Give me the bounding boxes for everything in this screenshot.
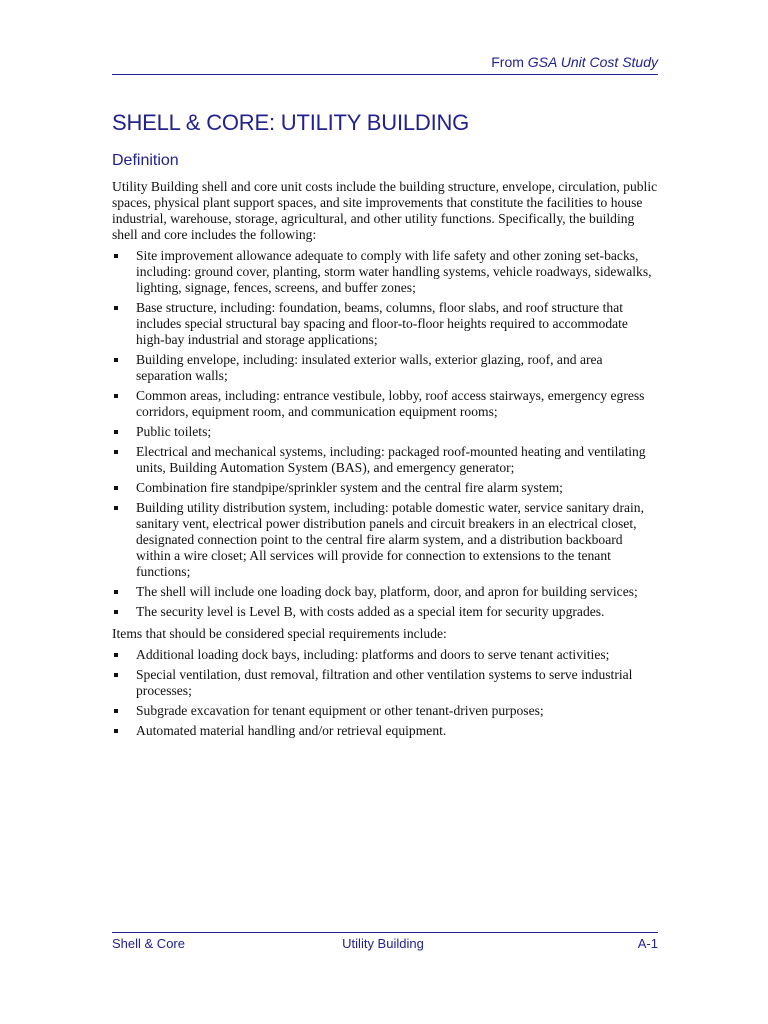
- bullet-icon: [114, 358, 118, 362]
- bullet-icon: [114, 486, 118, 490]
- section-heading: Definition: [112, 152, 179, 169]
- list-item-text: Subgrade excavation for tenant equipment or other tenant-driven purposes;: [136, 703, 544, 718]
- footer-center: Utility Building: [342, 936, 424, 951]
- list-item-text: Building utility distribution system, including: potable domestic water, service sanitary drain, sanitary vent, electrical power distribution panels and circuit breakers in an electrical closet, designated connection point to the central fire alarm system, and a distribution backboard within a wire closet; All services will provide for connection to extensions to the tenant functions;: [136, 500, 644, 579]
- header-rule: [112, 74, 658, 75]
- list-item: [112, 703, 658, 719]
- list-item: [112, 667, 658, 699]
- list-item-text: Combination fire standpipe/sprinkler system and the central fire alarm system;: [136, 480, 563, 495]
- bullet-icon: [114, 729, 118, 733]
- bullet-icon: [114, 673, 118, 677]
- running-header: [112, 54, 658, 70]
- bullet-icon: [114, 653, 118, 657]
- list-item-text: The shell will include one loading dock bay, platform, door, and apron for building services;: [136, 584, 638, 599]
- bullet-icon: [114, 254, 118, 258]
- list-item: [112, 480, 658, 496]
- list-item-text: Automated material handling and/or retrieval equipment.: [136, 723, 447, 738]
- header-prefix: From: [491, 54, 528, 70]
- list-item-text: Additional loading dock bays, including: platforms and doors to serve tenant activities;: [136, 647, 610, 662]
- list-item-text: Special ventilation, dust removal, filtration and other ventilation systems to serve industrial processes;: [136, 667, 633, 698]
- list-item: [112, 604, 658, 620]
- intro-paragraph: Utility Building shell and core unit costs include the building structure, envelope, circulation, public spaces, physical plant support spaces, and site improvements that constitute the facilities to house industrial, warehouse, storage, agricultural, and other utility functions. Specifically, the building shell and core includes the following:: [112, 179, 658, 242]
- bullet-icon: [114, 610, 118, 614]
- page-number: A-1: [637, 936, 658, 951]
- bullet-icon: [114, 506, 118, 510]
- list-item: [112, 248, 658, 296]
- bullet-icon: [114, 709, 118, 713]
- list-item: [112, 424, 658, 440]
- bullet-icon: [114, 450, 118, 454]
- list-item: [112, 500, 658, 580]
- bullet-icon: [114, 394, 118, 398]
- list-item-text: Site improvement allowance adequate to comply with life safety and other zoning set-backs, including: ground cover, planting, storm water handling systems, vehicle roadways, sidewalks, lighting, signage, fences, screens, and buffer zones;: [136, 248, 652, 295]
- footer-rule: [112, 932, 658, 933]
- list-item-text: Common areas, including: entrance vestibule, lobby, roof access stairways, emergency egress corridors, equipment room, and communication equipment rooms;: [136, 388, 645, 419]
- list-item-text: Building envelope, including: insulated exterior walls, exterior glazing, roof, and area separation walls;: [136, 352, 603, 383]
- bullet-icon: [114, 430, 118, 434]
- list-item-text: Electrical and mechanical systems, including: packaged roof-mounted heating and ventilating units, Building Automation System (BAS), and emergency generator;: [136, 444, 646, 475]
- list-item: [112, 300, 658, 348]
- body-content: [112, 179, 658, 745]
- list-item-text: Public toilets;: [136, 424, 212, 439]
- list-item: [112, 723, 658, 739]
- list-item: [112, 352, 658, 384]
- list-item-text: Base structure, including: foundation, beams, columns, floor slabs, and roof structure that includes special structural bay spacing and floor-to-floor heights required to accommodate high-bay industrial and storage applications;: [136, 300, 628, 347]
- list-item: [112, 584, 658, 600]
- list-item-text: The security level is Level B, with costs added as a special item for security upgrades.: [136, 604, 605, 619]
- special-intro-paragraph: Items that should be considered special requirements include:: [112, 626, 447, 641]
- footer-left: Shell & Core: [112, 936, 185, 951]
- page-title: SHELL & CORE: UTILITY BUILDING: [112, 110, 470, 135]
- bullet-icon: [114, 306, 118, 310]
- header-source: GSA Unit Cost Study: [527, 54, 658, 70]
- list-item: [112, 388, 658, 420]
- bullet-icon: [114, 590, 118, 594]
- included-items-list: [112, 248, 658, 620]
- list-item: [112, 444, 658, 476]
- list-item: [112, 647, 658, 663]
- special-items-list: [112, 647, 658, 739]
